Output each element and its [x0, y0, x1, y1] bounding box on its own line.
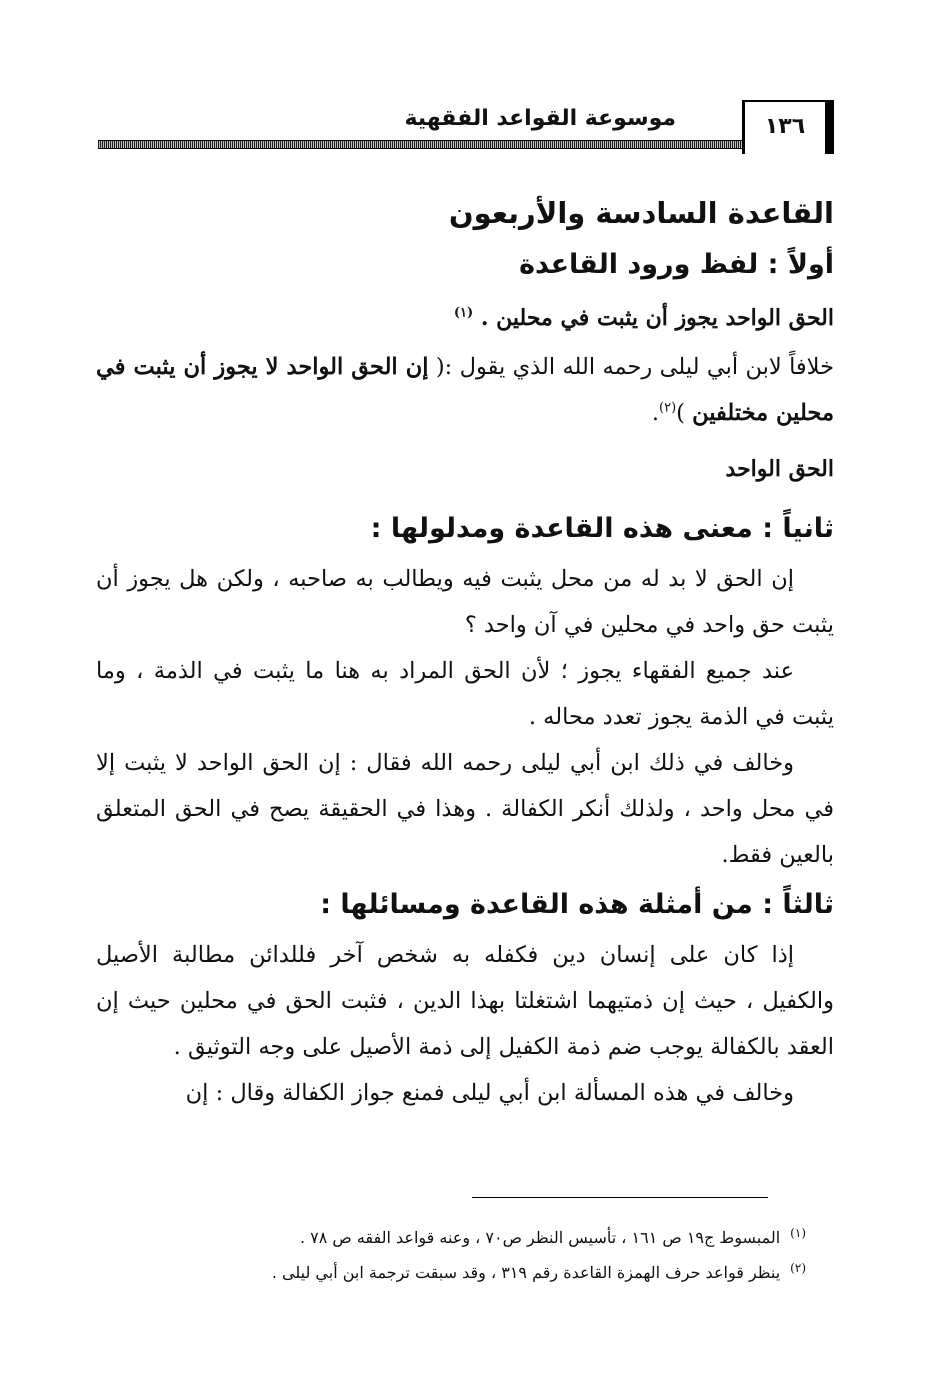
footnote-2-mark: (٢): [790, 1260, 806, 1275]
footnote-2-text: ينظر قواعد حرف الهمزة القاعدة رقم ٣١٩ ، وقد سبقت ترجمة ابن أبي ليلى .: [271, 1263, 781, 1282]
header-rule: [98, 140, 834, 149]
khilaf-quote: إن الحق الواحد لا يجوز أن يثبت في محلين مختلفين: [96, 354, 834, 426]
page-number: ١٣٦: [764, 114, 806, 139]
section3-heading: ثالثاً : من أمثلة هذه القاعدة ومسائلها :: [320, 889, 834, 920]
rule-title: القاعدة السادسة والأربعون: [448, 196, 834, 230]
page-number-box: [742, 100, 834, 154]
paragraph-3: وخالف في ذلك ابن أبي ليلى رحمه الله فقال : إن الحق الواحد لا يثبت إلا في محل واحد ، ولذلك أنكر الكفالة . وهذا في الحقيقة يصح في الحق المتعلق بالعين فقط.: [96, 750, 834, 868]
footnotes: [96, 1220, 806, 1290]
footnote-ref-1: (١): [453, 305, 474, 321]
footnote-1-mark: (١): [790, 1225, 806, 1240]
khilaf-close: ): [676, 400, 685, 426]
paragraph-1: إن الحق لا بد له من محل يثبت فيه ويطالب به صاحبه ، ولكن هل يجوز أن يثبت حق واحد في محلين في آن واحد ؟: [96, 566, 834, 638]
footnote-1-text: المبسوط ج١٩ ص ١٦١ ، تأسيس النظر ص٧٠ ، وعنه قواعد الفقه ص ٧٨ .: [299, 1228, 781, 1247]
paragraph-4: إذا كان على إنسان دين فكفله به شخص آخر فللدائن مطالبة الأصيل والكفيل ، حيث إن ذمتيهما اشتغلتا بهذا الدين ، فثبت الحق في محلين حيث إن العقد بالكفالة يوجب ضم ذمة الكفيل إلى ذمة الأصيل على وجه التوثيق .: [96, 942, 834, 1060]
khilaf-paragraph: [96, 344, 834, 436]
section2-heading: ثانياً : معنى هذه القاعدة ومدلولها :: [370, 513, 834, 544]
khilaf-intro: خلافاً لابن أبي ليلى رحمه الله الذي يقول :(: [435, 354, 835, 380]
paragraph-2: عند جميع الفقهاء يجوز ؛ لأن الحق المراد به هنا ما يثبت في الذمة ، وما يثبت في الذمة يجوز تعدد محاله .: [96, 658, 834, 730]
khilaf-end: .: [651, 400, 660, 426]
paragraph-5: وخالف في هذه المسألة ابن أبي ليلى فمنع جواز الكفالة وقال : إن: [185, 1080, 794, 1106]
footnote-1: [96, 1220, 806, 1255]
running-title: موسوعة القواعد الفقهية: [404, 106, 676, 131]
rule-text: الحق الواحد يجوز أن يثبت في محلين .: [480, 305, 834, 331]
page-header: [98, 100, 834, 156]
section1-heading: أولاً : لفظ ورود القاعدة: [519, 249, 834, 280]
main-content: [96, 188, 834, 1116]
footnote-ref-2: (٢): [659, 400, 677, 416]
rule-statement: [96, 292, 834, 344]
footnote-2: [96, 1255, 806, 1290]
side-heading: الحق الواحد: [725, 456, 834, 482]
footnote-separator: [472, 1197, 768, 1198]
